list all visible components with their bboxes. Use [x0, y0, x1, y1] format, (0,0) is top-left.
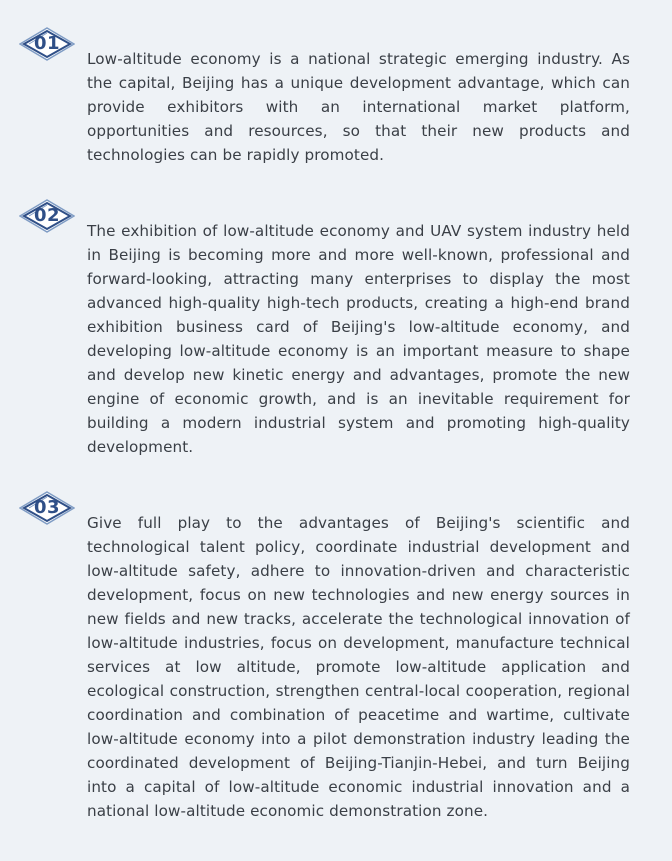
- section-badge: [19, 491, 75, 525]
- section-number: 01: [33, 33, 61, 54]
- section-text: The exhibition of low-altitude economy and UAV system industry held in Beijing is becoming more and more well-known, professional and forward-looking, attracting many enterprises to display the most advanced high-quality high-tech products, creating a high-end brand exhibition business card of Beijing's low-altitude economy, and developing low-altitude economy is an important measure to shape and develop new kinetic energy and advantages, promote the new engine of economic growth, and is an inevitable requirement for building a modern industrial system and promoting high-quality development.: [87, 222, 630, 456]
- section-text: Give full play to the advantages of Beijing's scientific and technological talent policy, coordinate industrial development and low-altitude safety, adhere to innovation-driven and characteristic development, focus on new technologies and new energy sources in new fields and new tracks, accelerate the technological innovation of low-altitude industries, focus on development, manufacture technical services at low altitude, promote low-altitude application and ecological construction, strengthen central-local cooperation, regional coordination and combination of peacetime and wartime, cultivate low-altitude economy into a pilot demonstration industry leading the coordinated development of Beijing-Tianjin-Hebei, and turn Beijing into a capital of low-altitude economic industrial innovation and a national low-altitude economic demonstration zone.: [87, 514, 630, 820]
- section-number: 03: [33, 497, 61, 518]
- section-badge: [19, 27, 75, 61]
- section-badge: [19, 199, 75, 233]
- section-number: 02: [33, 205, 61, 226]
- section-text: Low-altitude economy is a national strategic emerging industry. As the capital, Beijing has a unique development advantage, which can provide exhibitors with an international market platform, opportunities and resources, so that their new products and technologies can be rapidly promoted.: [87, 50, 630, 164]
